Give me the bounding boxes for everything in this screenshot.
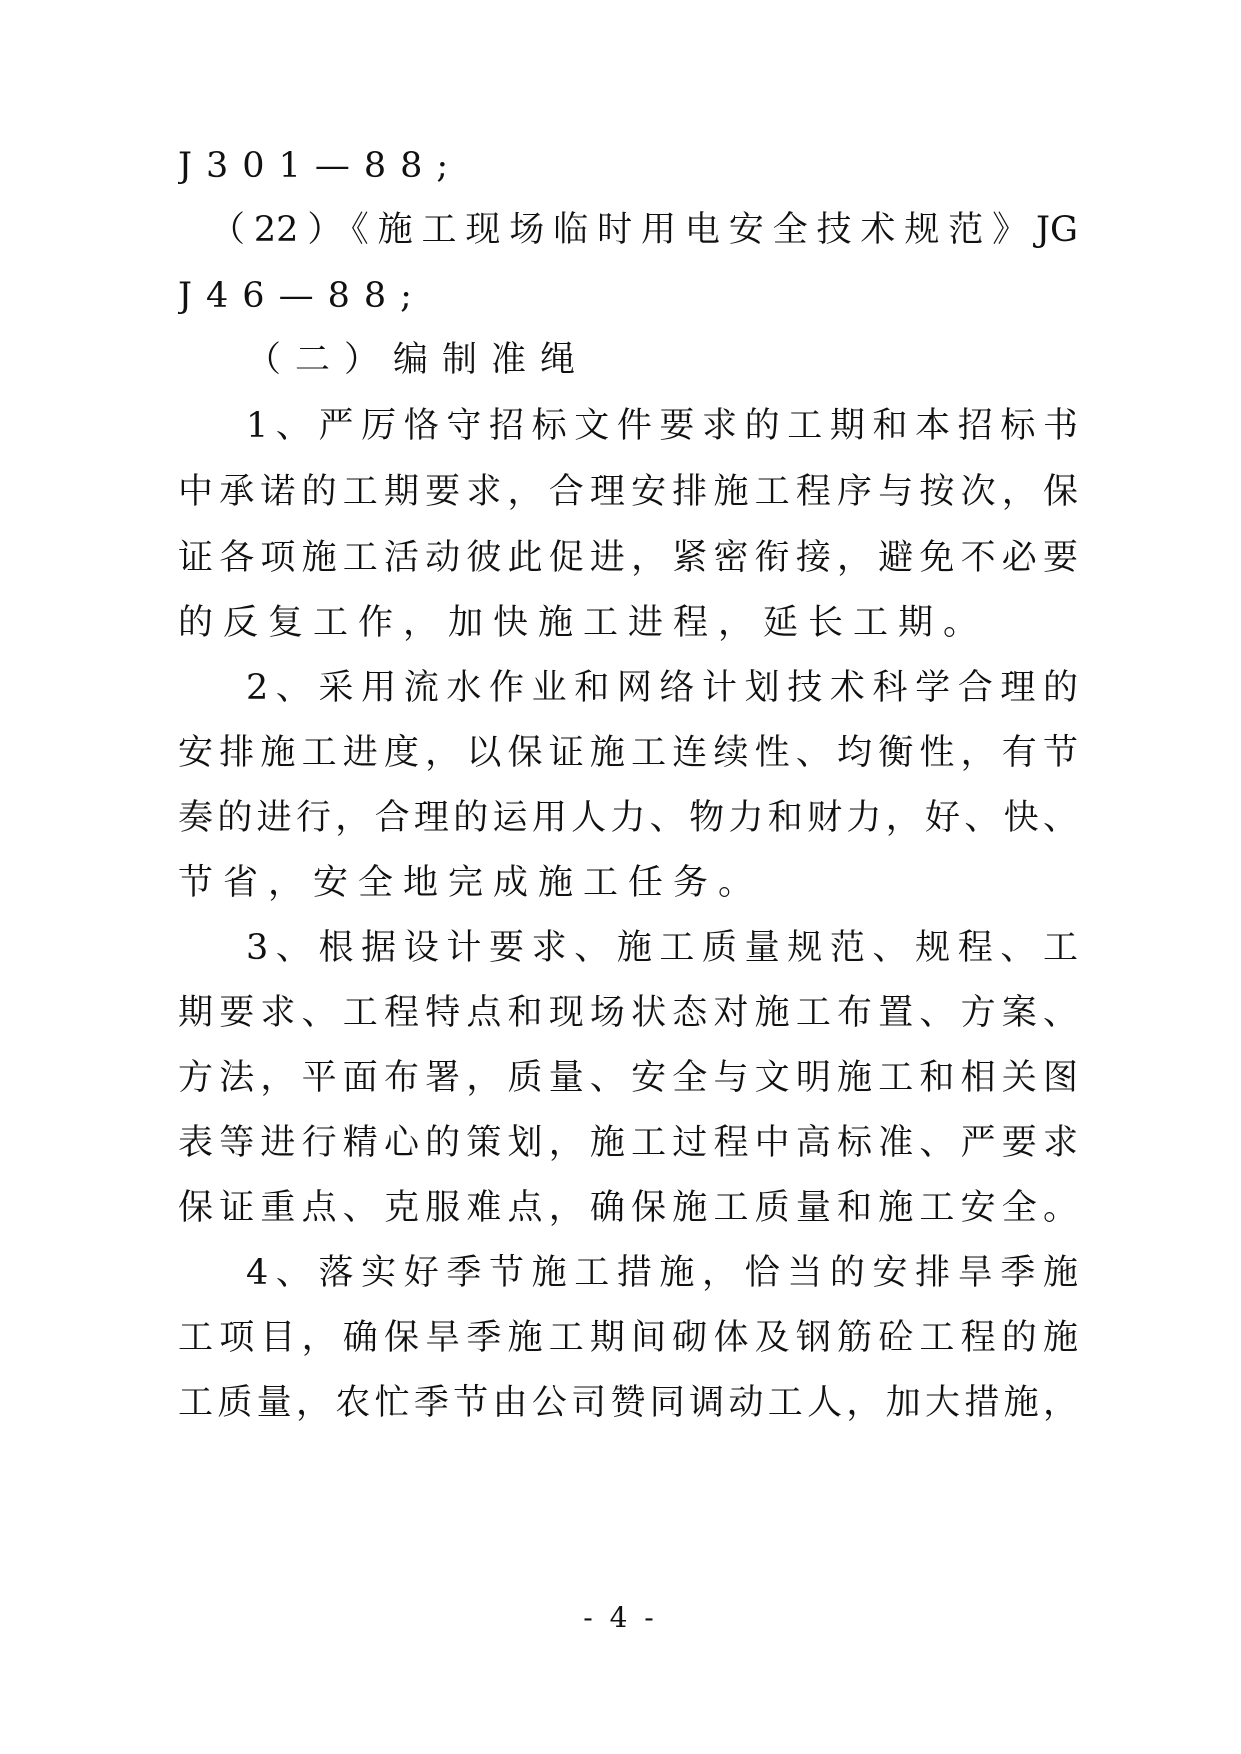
text-line: 的反复工作，加快施工进程，延长工期。: [178, 603, 989, 643]
text-line: J46—88;: [178, 276, 426, 316]
text-line: 节省，安全地完成施工任务。: [178, 863, 764, 903]
text-line: 工质量，农忙季节由公司赞同调动工人，加大措施，: [178, 1383, 1078, 1423]
text-line: 安排施工进度，以保证施工连续性、均衡性，有节: [178, 733, 1078, 773]
text-line: （22）《施工现场临时用电安全技术规范》JG: [210, 210, 1078, 250]
text-line: 奏的进行，合理的运用人力、物力和财力，好、快、: [178, 798, 1078, 838]
text-line: 4、落实好季节施工措施，恰当的安排旱季施: [246, 1253, 1078, 1293]
text-line: 表等进行精心的策划，施工过程中高标准、严要求: [178, 1123, 1078, 1163]
section-heading: （二）编制准绳: [246, 340, 590, 380]
text-line: 保证重点、克服难点，确保施工质量和施工安全。: [178, 1188, 1078, 1228]
text-line: 工项目，确保旱季施工期间砌体及钢筋砼工程的施: [178, 1318, 1078, 1358]
text-line: 2、采用流水作业和网络计划技术科学合理的: [246, 668, 1078, 708]
page-number: - 4 -: [583, 1601, 658, 1634]
text-line: 期要求、工程特点和现场状态对施工布置、方案、: [178, 993, 1078, 1033]
text-line: 3、根据设计要求、施工质量规范、规程、工: [246, 928, 1078, 968]
text-line: 1、严厉恪守招标文件要求的工期和本招标书: [246, 406, 1078, 446]
text-line: 证各项施工活动彼此促进，紧密衔接，避免不必要: [178, 538, 1078, 578]
text-line: 中承诺的工期要求，合理安排施工程序与按次，保: [178, 472, 1078, 512]
text-line: J301—88;: [178, 146, 463, 186]
text-line: 方法，平面布署，质量、安全与文明施工和相关图: [178, 1058, 1078, 1098]
